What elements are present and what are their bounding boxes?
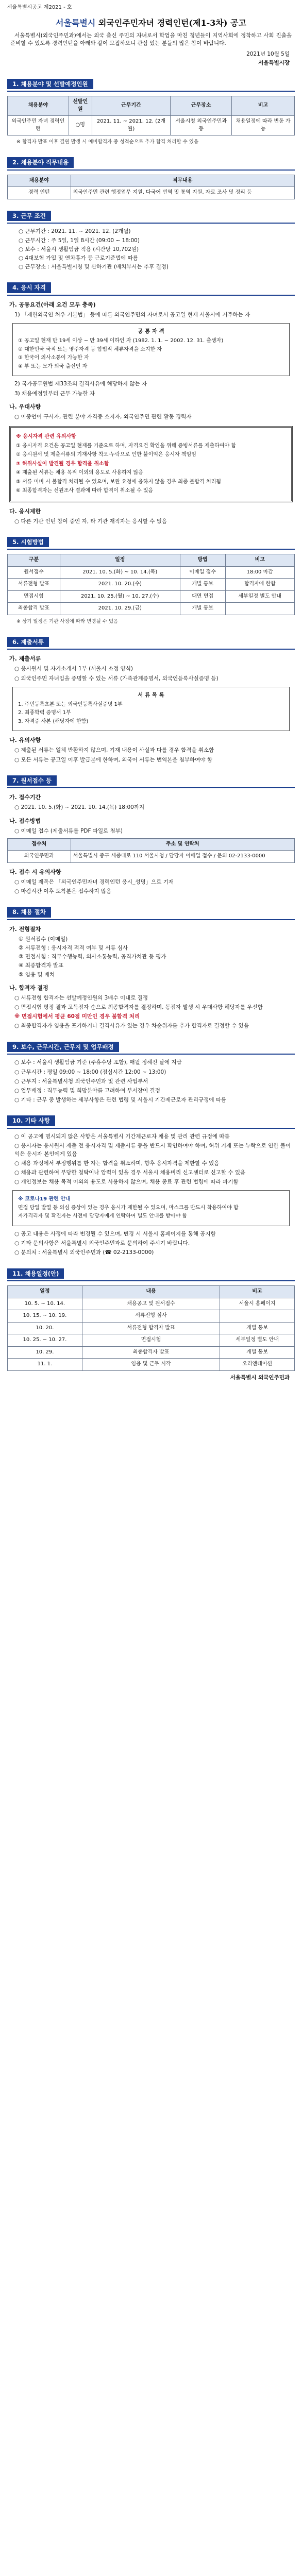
paragraph: 3) 채용예정일부터 근무 가능한 자 xyxy=(14,390,95,397)
paragraph: ○ 이 공고에 명시되지 않은 사항은 서울특별시 기간제근로자 채용 및 관리 관련 규정에 따름 xyxy=(14,1133,230,1140)
subheading: 나. 합격자 결정 xyxy=(9,984,48,991)
document-list-box: 서 류 목 록 1. 주민등록초본 또는 외국인등록사실증명 1부 2. 최종학력 증명서 1부 3. 자격증 사본 (해당자에 한함) xyxy=(12,687,290,732)
list-item: ④ 부 또는 모가 외국 출신인 자 xyxy=(18,363,88,369)
section-1-heading: 1. 채용분야 및 선발예정인원 xyxy=(7,79,295,92)
paragraph: ○ 면접시험 평정 결과 고득점자 순으로 최종합격자를 결정하며, 동점자 발생 시 우대사항 해당자를 우선함 xyxy=(14,1004,263,1011)
section-9-heading: 9. 보수, 근무시간, 근무지 및 업무배정 xyxy=(7,1042,295,1055)
section-10-heading: 10. 기타 사항 xyxy=(7,1115,295,1129)
table-row: 10. 15. ~ 10. 19. 서류전형 심사 xyxy=(8,1310,295,1323)
recruitment-table xyxy=(7,96,295,135)
schedule-table xyxy=(7,554,295,615)
paragraph: 2) 국가공무원법 제33조의 결격사유에 해당하지 않는 자 xyxy=(14,381,147,387)
title-main: 외국인주민자녀 경력인턴(제1-3차) 공고 xyxy=(98,18,246,28)
subheading: 나. 유의사항 xyxy=(9,737,41,744)
paragraph: 1) 「재한외국인 처우 기본법」 등에 따른 외국인주민의 자녀로서 공고일 현재 서울시에 거주하는 자 xyxy=(14,312,250,318)
list-item: ○ 근무장소 : 서울특별시청 및 산하기관 (배치부서는 추후 결정) xyxy=(19,264,169,270)
list-item: ④ 제출된 서류는 채용 목적 이외의 용도로 사용하지 않음 xyxy=(16,470,143,476)
table-header-row: 채용분야 선발인원 근무기간 근무장소 비고 xyxy=(8,96,295,116)
table-header-row: 접수처 주소 및 연락처 xyxy=(8,838,295,851)
paragraph: ○ 응시원서 및 자기소개서 1부 (서울시 소정 양식) xyxy=(14,666,133,672)
paragraph: ○ 응시자는 응시원서 제출 전 응시자격 및 제출서류 등을 반드시 확인하여야 하며, 허위 기재 또는 누락으로 인한 불이익은 응시자 본인에게 있음 xyxy=(14,1143,291,1157)
table-row: 원서접수 2021. 10. 5.(화) ~ 10. 14.(목) 이메일 접수 18:00 마감 xyxy=(8,566,295,579)
covid-notice-box: ※ 코로나19 관련 안내 면접 당일 발열 등 의심 증상이 있는 경우 응시가 제한될 수 있으며, 마스크를 반드시 착용하여야 함 자가격리자 및 확진자는 사전에 담당자에게 연락하여 별도 안내를 받아야 함 xyxy=(12,1190,290,1226)
list-item: ① 공고일 현재 만 19세 이상 ~ 만 39세 이하인 자 (1982. 1. 1. ~ 2002. 12. 31. 출생자) xyxy=(18,338,224,344)
duty-table xyxy=(7,175,295,199)
highlight-note: ※ 면접시험에서 평균 60점 미만인 경우 불합격 처리 xyxy=(14,1013,140,1020)
subheading: 가. 전형절차 xyxy=(9,925,41,933)
table-row: 외국인주민 자녀 경력인턴 ○명 2021. 11. ~ 2021. 12. (2개월) 서울시청 외국인주민과 등 채용일정에 따라 변동 가능 xyxy=(8,116,295,135)
paragraph: ○ 개인정보는 채용 목적 이외의 용도로 사용하지 않으며, 채용 종료 후 관련 법령에 따라 파기함 xyxy=(14,1179,239,1185)
subheading: 가. 접수기간 xyxy=(9,794,41,801)
subheading: 가. 공통요건(아래 요건 모두 충족) xyxy=(9,301,96,309)
table-row: 10. 25. ~ 10. 27. 면접시험 세부일정 별도 안내 xyxy=(8,1334,295,1347)
section-7-heading: 7. 원서접수 등 xyxy=(7,775,295,789)
table-row: 최종합격 발표 2021. 10. 29.(금) 개별 통보 xyxy=(8,603,295,615)
table-row: 면접시험 2021. 10. 25.(월) ~ 10. 27.(수) 대면 면접 세부일정 별도 안내 xyxy=(8,590,295,603)
section-5-note: ※ 상기 일정은 기관 사정에 따라 변경될 수 있음 xyxy=(16,618,119,624)
table-row: 외국인주민과 서울특별시 중구 세종대로 110 서울시청 / 담당자 이메일 접수 / 문의 02-2133-0000 xyxy=(8,851,295,863)
paragraph: ○ 서류전형 합격자는 선발예정인원의 3배수 이내로 결정 xyxy=(14,994,148,1001)
table-row: 10. 20. 서류전형 합격자 발표 개별 통보 xyxy=(8,1322,295,1334)
list-item: ③ 한국어 의사소통이 가능한 자 xyxy=(18,355,89,361)
paragraph: ○ 기타 : 근무 중 발생하는 세부사항은 관련 법령 및 서울시 기간제근로자 관리규정에 따름 xyxy=(14,1097,227,1104)
list-item: 1. 주민등록초본 또는 외국인등록사실증명 1부 xyxy=(18,701,123,707)
common-qualification-box: 공 통 자 격 ① 공고일 현재 만 19세 이상 ~ 만 39세 이하인 자 (1982. 1. 1. ~ 2002. 12. 31. 출생자) ② 대한민국 국적 또는 영주자격 등 합법적 체류자격을 소지한 자 ③ 한국어 의사소통이 가능한 자 ④ 부 또는 모가 외국 출신인 자 xyxy=(12,323,290,376)
table-row: 11. 1. 임용 및 근무 시작 오리엔테이션 xyxy=(8,1359,295,1371)
contact-table xyxy=(7,838,295,863)
list-item: 자가격리자 및 확진자는 사전에 담당자에게 연락하여 별도 안내를 받아야 함 xyxy=(18,1213,188,1219)
list-item: ④ 최종합격자 발표 xyxy=(19,962,64,969)
intro-paragraph: 서울특별시(외국인주민과)에서는 외국 출신 주민의 자녀로서 학업을 마친 청년들이 지역사회에 정착하고 사회 진출을 준비할 수 있도록 경력인턴을 아래와 같이 모집하오니 관심 있는 분들의 많은 참여 바랍니다. xyxy=(10,32,292,46)
closing-org: 서울특별시 외국인주민과 xyxy=(230,1374,290,1381)
paragraph: ○ 마감시간 이후 도착분은 접수하지 않음 xyxy=(14,888,112,894)
list-item: ○ 보수 : 서울시 생활임금 적용 (시간당 10,702원) xyxy=(19,246,139,252)
section-5-heading: 5. 시험방법 xyxy=(7,537,295,550)
paragraph: ○ 외국인주민 자녀임을 증명할 수 있는 서류 (가족관계증명서, 외국인등록사실증명 등) xyxy=(14,675,219,682)
list-item: 3. 자격증 사본 (해당자에 한함) xyxy=(18,718,89,724)
section-3-heading: 3. 근무 조건 xyxy=(7,211,295,224)
subheading: 가. 제출서류 xyxy=(9,655,41,663)
paragraph: ○ 공고 내용은 사정에 따라 변경될 수 있으며, 변경 시 서울시 홈페이지를 통해 공지함 xyxy=(14,1230,216,1237)
table-header-row: 채용분야 직무내용 xyxy=(8,175,295,187)
paragraph: ○ 채용과 관련하여 부당한 청탁이나 압력이 있을 경우 서울시 채용비리 신고센터로 신고할 수 있음 xyxy=(14,1170,246,1176)
paragraph: ○ 이메일 접수 (제출서류를 PDF 파일로 첨부) xyxy=(14,827,123,834)
list-item: ○ 근무기간 : 2021. 11. ~ 2021. 12. (2개월) xyxy=(19,228,131,235)
list-item: 2. 최종학력 증명서 1부 xyxy=(18,710,71,716)
section-11-heading: 11. 채용일정(안) xyxy=(7,1268,295,1282)
paragraph: ○ 제출된 서류는 일체 반환하지 않으며, 기재 내용이 사실과 다를 경우 합격을 취소함 xyxy=(14,747,214,754)
notice-org: 서울특별시장 xyxy=(258,60,290,66)
list-item: ○ 근무시간 : 주 5일, 1일 8시간 (09:00 ~ 18:00) xyxy=(19,237,140,244)
table-header-row: 구분 일정 방법 비고 xyxy=(8,554,295,567)
section-1-note: ※ 합격자 발표 이후 결원 발생 시 예비합격자 중 성적순으로 추가 합격 처리할 수 있음 xyxy=(16,139,199,145)
list-item: ① 응시자격 요건은 공고일 현재를 기준으로 하며, 자격요건 확인을 위해 증빙서류를 제출하여야 함 xyxy=(16,443,237,449)
list-item: ⑤ 서류 미비 시 불합격 처리될 수 있으며, 보완 요청에 응하지 않을 경우 최종 불합격 처리됨 xyxy=(16,479,221,485)
paragraph: ○ 모든 서류는 공고일 이후 발급분에 한하며, 외국어 서류는 번역본을 첨부하여야 함 xyxy=(14,756,212,763)
list-item: ③ 허위사실이 발견될 경우 합격을 취소함 xyxy=(16,461,109,467)
list-item: 면접 당일 발열 등 의심 증상이 있는 경우 응시가 제한될 수 있으며, 마스크를 반드시 착용하여야 함 xyxy=(18,1205,239,1211)
list-item: ② 대한민국 국적 또는 영주자격 등 합법적 체류자격을 소지한 자 xyxy=(18,346,162,352)
paragraph: ○ 문의처 : 서울특별시 외국인주민과 (☎ 02-2133-0000) xyxy=(14,1249,154,1256)
list-item: ⑤ 임용 및 배치 xyxy=(19,971,55,978)
subheading: 나. 접수방법 xyxy=(9,817,41,824)
table-header-row: 일정 내용 비고 xyxy=(8,1286,295,1298)
notice-number: 서울특별시공고 제2021 - 호 xyxy=(7,5,72,10)
title-prefix: 서울특별시 xyxy=(56,18,96,28)
paragraph: ○ 이메일 제목은 「외국인주민자녀 경력인턴 응시_성명」으로 기재 xyxy=(14,878,174,885)
paragraph: ○ 2021. 10. 5.(화) ~ 2021. 10. 14.(목) 18:00까지 xyxy=(14,804,145,811)
caution-title: ※ 응시자격 관련 유의사항 xyxy=(16,434,76,440)
paragraph: ○ 업무배정 : 직무능력 및 희망분야를 고려하여 부서장이 결정 xyxy=(14,1088,160,1094)
list-item: ② 응시원서 및 제출서류의 기재사항 착오·누락으로 인한 불이익은 응시자 책임임 xyxy=(16,452,196,458)
paragraph: ○ 이중언어 구사자, 관련 분야 자격증 소지자, 외국인주민 관련 활동 경력자 xyxy=(14,413,192,420)
table-row: 10. 29. 최종합격자 발표 개별 통보 xyxy=(8,1346,295,1359)
subheading: 다. 응시제한 xyxy=(9,507,41,515)
paragraph: ○ 채용 과정에서 부정행위를 한 자는 합격을 취소하며, 향후 응시자격을 제한할 수 있음 xyxy=(14,1160,220,1166)
table-row: 경력 인턴 외국인주민 관련 행정업무 지원, 다국어 번역 및 통역 지원, 자료 조사 및 정리 등 xyxy=(8,187,295,199)
list-item: ⑥ 최종합격자는 신원조사 결과에 따라 합격이 취소될 수 있음 xyxy=(16,488,154,494)
paragraph: ○ 보수 : 서울시 생활임금 기준 (주휴수당 포함), 매월 정해진 날에 지급 xyxy=(14,1059,182,1066)
notice-date: 2021년 10월 5일 xyxy=(246,51,290,58)
section-2-heading: 2. 채용분야 직무내용 xyxy=(7,157,295,171)
paragraph: ○ 최종합격자가 임용을 포기하거나 결격사유가 있는 경우 차순위자를 추가 합격자로 결정할 수 있음 xyxy=(14,1023,249,1029)
table-row: 서류전형 발표 2021. 10. 20.(수) 개별 통보 합격자에 한함 xyxy=(8,579,295,591)
paragraph: ○ 다른 기관 인턴 참여 중인 자, 타 기관 재직자는 응시할 수 없음 xyxy=(14,518,167,524)
list-item: ① 원서접수 (이메일) xyxy=(19,936,68,942)
list-item: ③ 면접시험 : 직무수행능력, 의사소통능력, 공직가치관 등 평가 xyxy=(19,954,166,960)
section-8-heading: 8. 채용 절차 xyxy=(7,907,295,920)
list-item: ○ 4대보험 가입 및 연차휴가 등 근로기준법에 따름 xyxy=(19,255,138,261)
paragraph: ○ 근무지 : 서울특별시청 외국인주민과 및 관련 사업부서 xyxy=(14,1078,148,1084)
section-6-heading: 6. 제출서류 xyxy=(7,637,295,650)
table-row: 10. 5. ~ 10. 14. 채용공고 및 원서접수 서울시 홈페이지 xyxy=(8,1298,295,1310)
subheading: 다. 접수 시 유의사항 xyxy=(9,868,61,875)
list-item: ② 서류전형 : 응시자격 적격 여부 및 서류 심사 xyxy=(19,945,128,951)
paragraph: ○ 근무시간 : 평일 09:00 ~ 18:00 (점심시간 12:00 ~ 13:00) xyxy=(14,1069,166,1075)
notice-title xyxy=(7,17,295,29)
subheading: 나. 우대사항 xyxy=(9,403,41,410)
timeline-table xyxy=(7,1285,295,1371)
section-4-heading: 4. 응시 자격 xyxy=(7,282,295,296)
paragraph: ○ 기타 문의사항은 서울특별시 외국인주민과로 문의하여 주시기 바랍니다. xyxy=(14,1240,190,1247)
caution-box xyxy=(9,426,293,502)
